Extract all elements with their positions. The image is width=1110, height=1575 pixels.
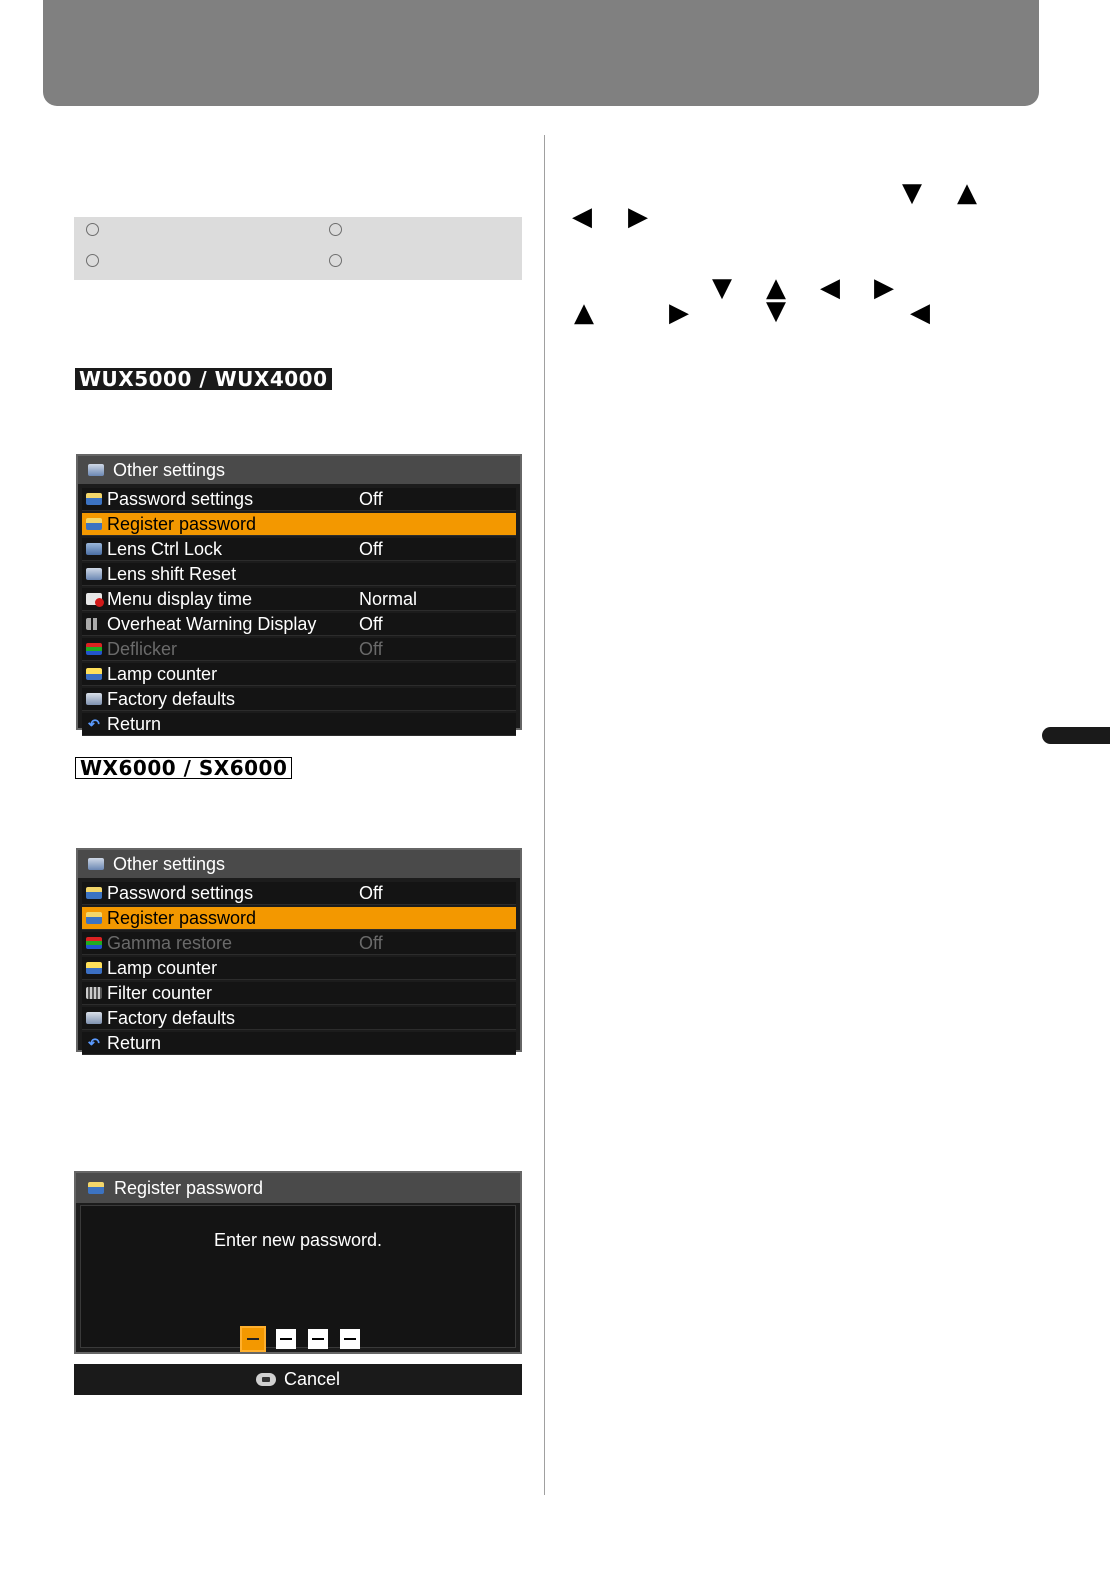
password-icon xyxy=(84,491,104,507)
password-icon xyxy=(84,516,104,532)
password-digit-slot[interactable] xyxy=(276,1329,296,1349)
menu-item-value: Off xyxy=(359,613,383,634)
menu-item-value: Off xyxy=(359,538,383,559)
menu-item-label: Lens Ctrl Lock xyxy=(107,538,223,559)
filter-icon xyxy=(84,985,104,1001)
settings-icon xyxy=(86,856,106,872)
option-table xyxy=(74,217,522,280)
menu-item-password-settings[interactable] xyxy=(82,882,516,905)
up-arrow-icon: ▲ xyxy=(574,298,594,328)
menu-item-label: Password settings xyxy=(107,488,254,509)
menu-list xyxy=(78,484,520,740)
menu-item-register-password[interactable] xyxy=(82,907,516,930)
model-badge-wux: WUX5000 / WUX4000 xyxy=(75,368,332,390)
right-arrow-icon: ▶ xyxy=(669,298,689,328)
deflicker-icon xyxy=(84,641,104,657)
gamma-icon xyxy=(84,935,104,951)
menu-item-lens-ctrl-lock[interactable] xyxy=(82,538,516,561)
menu-item-label: Lamp counter xyxy=(107,957,218,978)
menu-item-filter-counter[interactable] xyxy=(82,982,516,1005)
settings-icon xyxy=(86,462,106,478)
down-arrow-icon: ▼ xyxy=(712,273,732,303)
menu-item-deflicker xyxy=(82,638,516,661)
menu-item-label: Lens shift Reset xyxy=(107,563,237,584)
password-icon xyxy=(84,885,104,901)
lamp-icon xyxy=(84,666,104,682)
right-arrow-icon: ▶ xyxy=(628,202,648,232)
menu-item-label: Password settings xyxy=(107,882,254,903)
password-digit-slot[interactable] xyxy=(340,1329,360,1349)
return-icon: ↶ xyxy=(88,716,100,732)
password-digit-slot[interactable] xyxy=(308,1329,328,1349)
chapter-side-tab xyxy=(1042,727,1110,744)
down-arrow-icon: ▼ xyxy=(766,296,786,326)
menu-item-label: Register password xyxy=(107,907,257,928)
menu-item-value: Normal xyxy=(359,588,418,609)
left-arrow-icon: ◀ xyxy=(910,298,930,328)
menu-item-factory-defaults[interactable] xyxy=(82,1007,516,1030)
menu-item-lens-shift-reset[interactable] xyxy=(82,563,516,586)
option-circle-icon xyxy=(329,254,342,267)
dialog-title: Register password xyxy=(114,1178,264,1198)
option-circle-icon xyxy=(86,254,99,267)
factory-icon xyxy=(84,1010,104,1026)
register-password-dialog xyxy=(74,1171,522,1354)
menu-item-menu-display-time[interactable] xyxy=(82,588,516,611)
menu-item-factory-defaults[interactable] xyxy=(82,688,516,711)
dialog-message: Enter new password. xyxy=(213,1230,383,1250)
menu-item-label: Return xyxy=(107,713,162,734)
factory-icon xyxy=(84,691,104,707)
menu-button-icon xyxy=(256,1373,276,1386)
menu-item-label: Factory defaults xyxy=(107,1007,236,1028)
menu-title-bar xyxy=(78,850,520,878)
menu-item-label: Deflicker xyxy=(107,638,178,659)
menu-item-gamma-restore xyxy=(82,932,516,955)
menu-item-return[interactable] xyxy=(82,1032,516,1055)
other-settings-menu-wux xyxy=(76,454,522,734)
menu-title: Other settings xyxy=(113,854,226,874)
model-badge-wx: WX6000 / SX6000 xyxy=(75,757,292,779)
right-arrow-icon: ▶ xyxy=(874,273,894,303)
password-icon xyxy=(86,1180,106,1196)
left-arrow-icon: ◀ xyxy=(820,273,840,303)
menu-title-bar xyxy=(78,456,520,484)
lens-lock-icon xyxy=(84,541,104,557)
menu-item-label: Menu display time xyxy=(107,588,253,609)
password-icon xyxy=(84,910,104,926)
lamp-icon xyxy=(84,960,104,976)
menu-item-password-settings[interactable] xyxy=(82,488,516,511)
menu-item-label: Factory defaults xyxy=(107,688,236,709)
menu-item-value: Off xyxy=(359,882,383,903)
menu-item-label: Lamp counter xyxy=(107,663,218,684)
dialog-title-bar xyxy=(76,1173,520,1203)
option-circle-icon xyxy=(86,223,99,236)
cancel-label: Cancel xyxy=(283,1369,341,1389)
option-circle-icon xyxy=(329,223,342,236)
menu-title: Other settings xyxy=(113,460,226,480)
down-arrow-icon: ▼ xyxy=(902,178,922,208)
menu-item-return[interactable] xyxy=(82,713,516,736)
menu-item-register-password[interactable] xyxy=(82,513,516,536)
column-divider xyxy=(544,135,545,1495)
other-settings-menu-wx xyxy=(76,848,522,1052)
menu-item-label: Filter counter xyxy=(107,982,213,1003)
cancel-bar[interactable] xyxy=(74,1364,522,1395)
lens-shift-icon xyxy=(84,566,104,582)
menu-item-value: Off xyxy=(359,638,383,659)
menu-item-label: Overheat Warning Display xyxy=(107,613,317,634)
menu-item-value: Off xyxy=(359,488,383,509)
menu-list xyxy=(78,878,520,1059)
menu-item-lamp-counter[interactable] xyxy=(82,663,516,686)
menu-item-value: Off xyxy=(359,932,383,953)
menu-item-lamp-counter[interactable] xyxy=(82,957,516,980)
left-arrow-icon: ◀ xyxy=(572,202,592,232)
clock-icon xyxy=(84,591,104,607)
return-icon: ↶ xyxy=(88,1035,100,1051)
password-digit-slot[interactable] xyxy=(240,1326,266,1352)
thermometer-icon xyxy=(84,616,104,632)
up-arrow-icon: ▲ xyxy=(957,178,977,208)
dialog-content xyxy=(80,1205,516,1348)
up-arrow-icon: ▲ xyxy=(766,273,786,303)
menu-item-label: Gamma restore xyxy=(107,932,233,953)
menu-item-overheat-warning-display[interactable] xyxy=(82,613,516,636)
header-banner xyxy=(43,0,1039,106)
menu-item-label: Register password xyxy=(107,513,257,534)
menu-item-label: Return xyxy=(107,1032,162,1053)
